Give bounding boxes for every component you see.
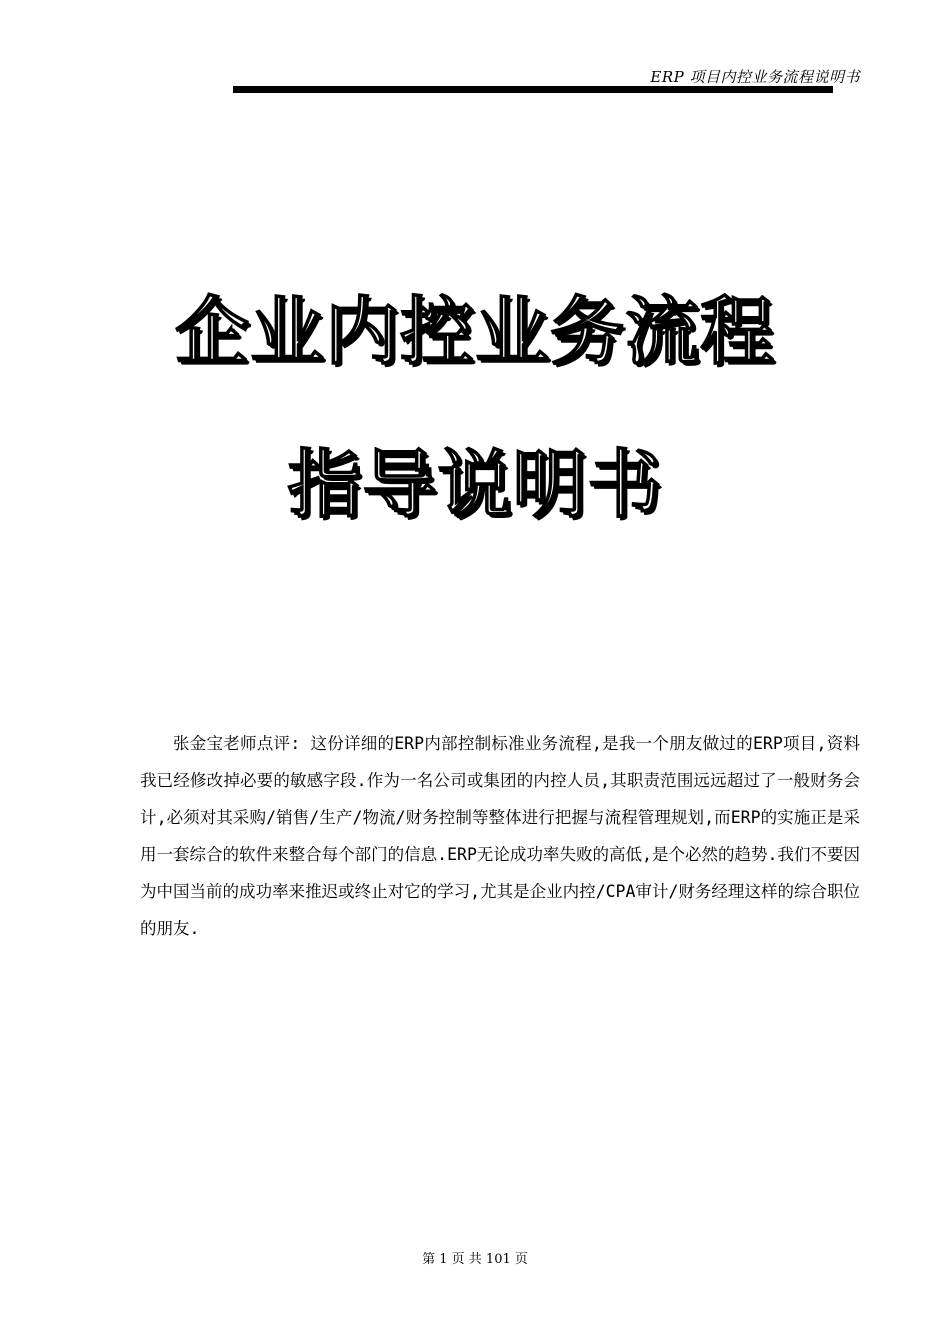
page-number-footer: 第 1 页 共 101 页 — [422, 1252, 528, 1267]
cover-title-line-1: 企业内控业务流程 — [175, 289, 775, 375]
teacher-comment-paragraph: 张金宝老师点评: 这份详细的ERP内部控制标准业务流程,是我一个朋友做过的ERP项目,资料我已经修改掉必要的敏感字段.作为一名公司或集团的内控人员,其职责范围远远超过了一般财务会计,必须对其采购/销售/生产/物流/财务控制等整体进行把握与流程管理规划,而ERP的实施正是采用一套综合的软件来整合每个部门的信息.ERP无论成功率失败的高低,是个必然的趋势.我们不要因为中国当前的成功率来推迟或终止对它的学习,尤其是企业内控/CPA审计/财务经理这样的综合职位的朋友. — [140, 734, 860, 938]
running-header-title: ERP 项目内控业务流程说明书 — [650, 68, 860, 86]
header-rule — [233, 86, 833, 93]
cover-title-line-2: 指导说明书 — [287, 442, 663, 528]
